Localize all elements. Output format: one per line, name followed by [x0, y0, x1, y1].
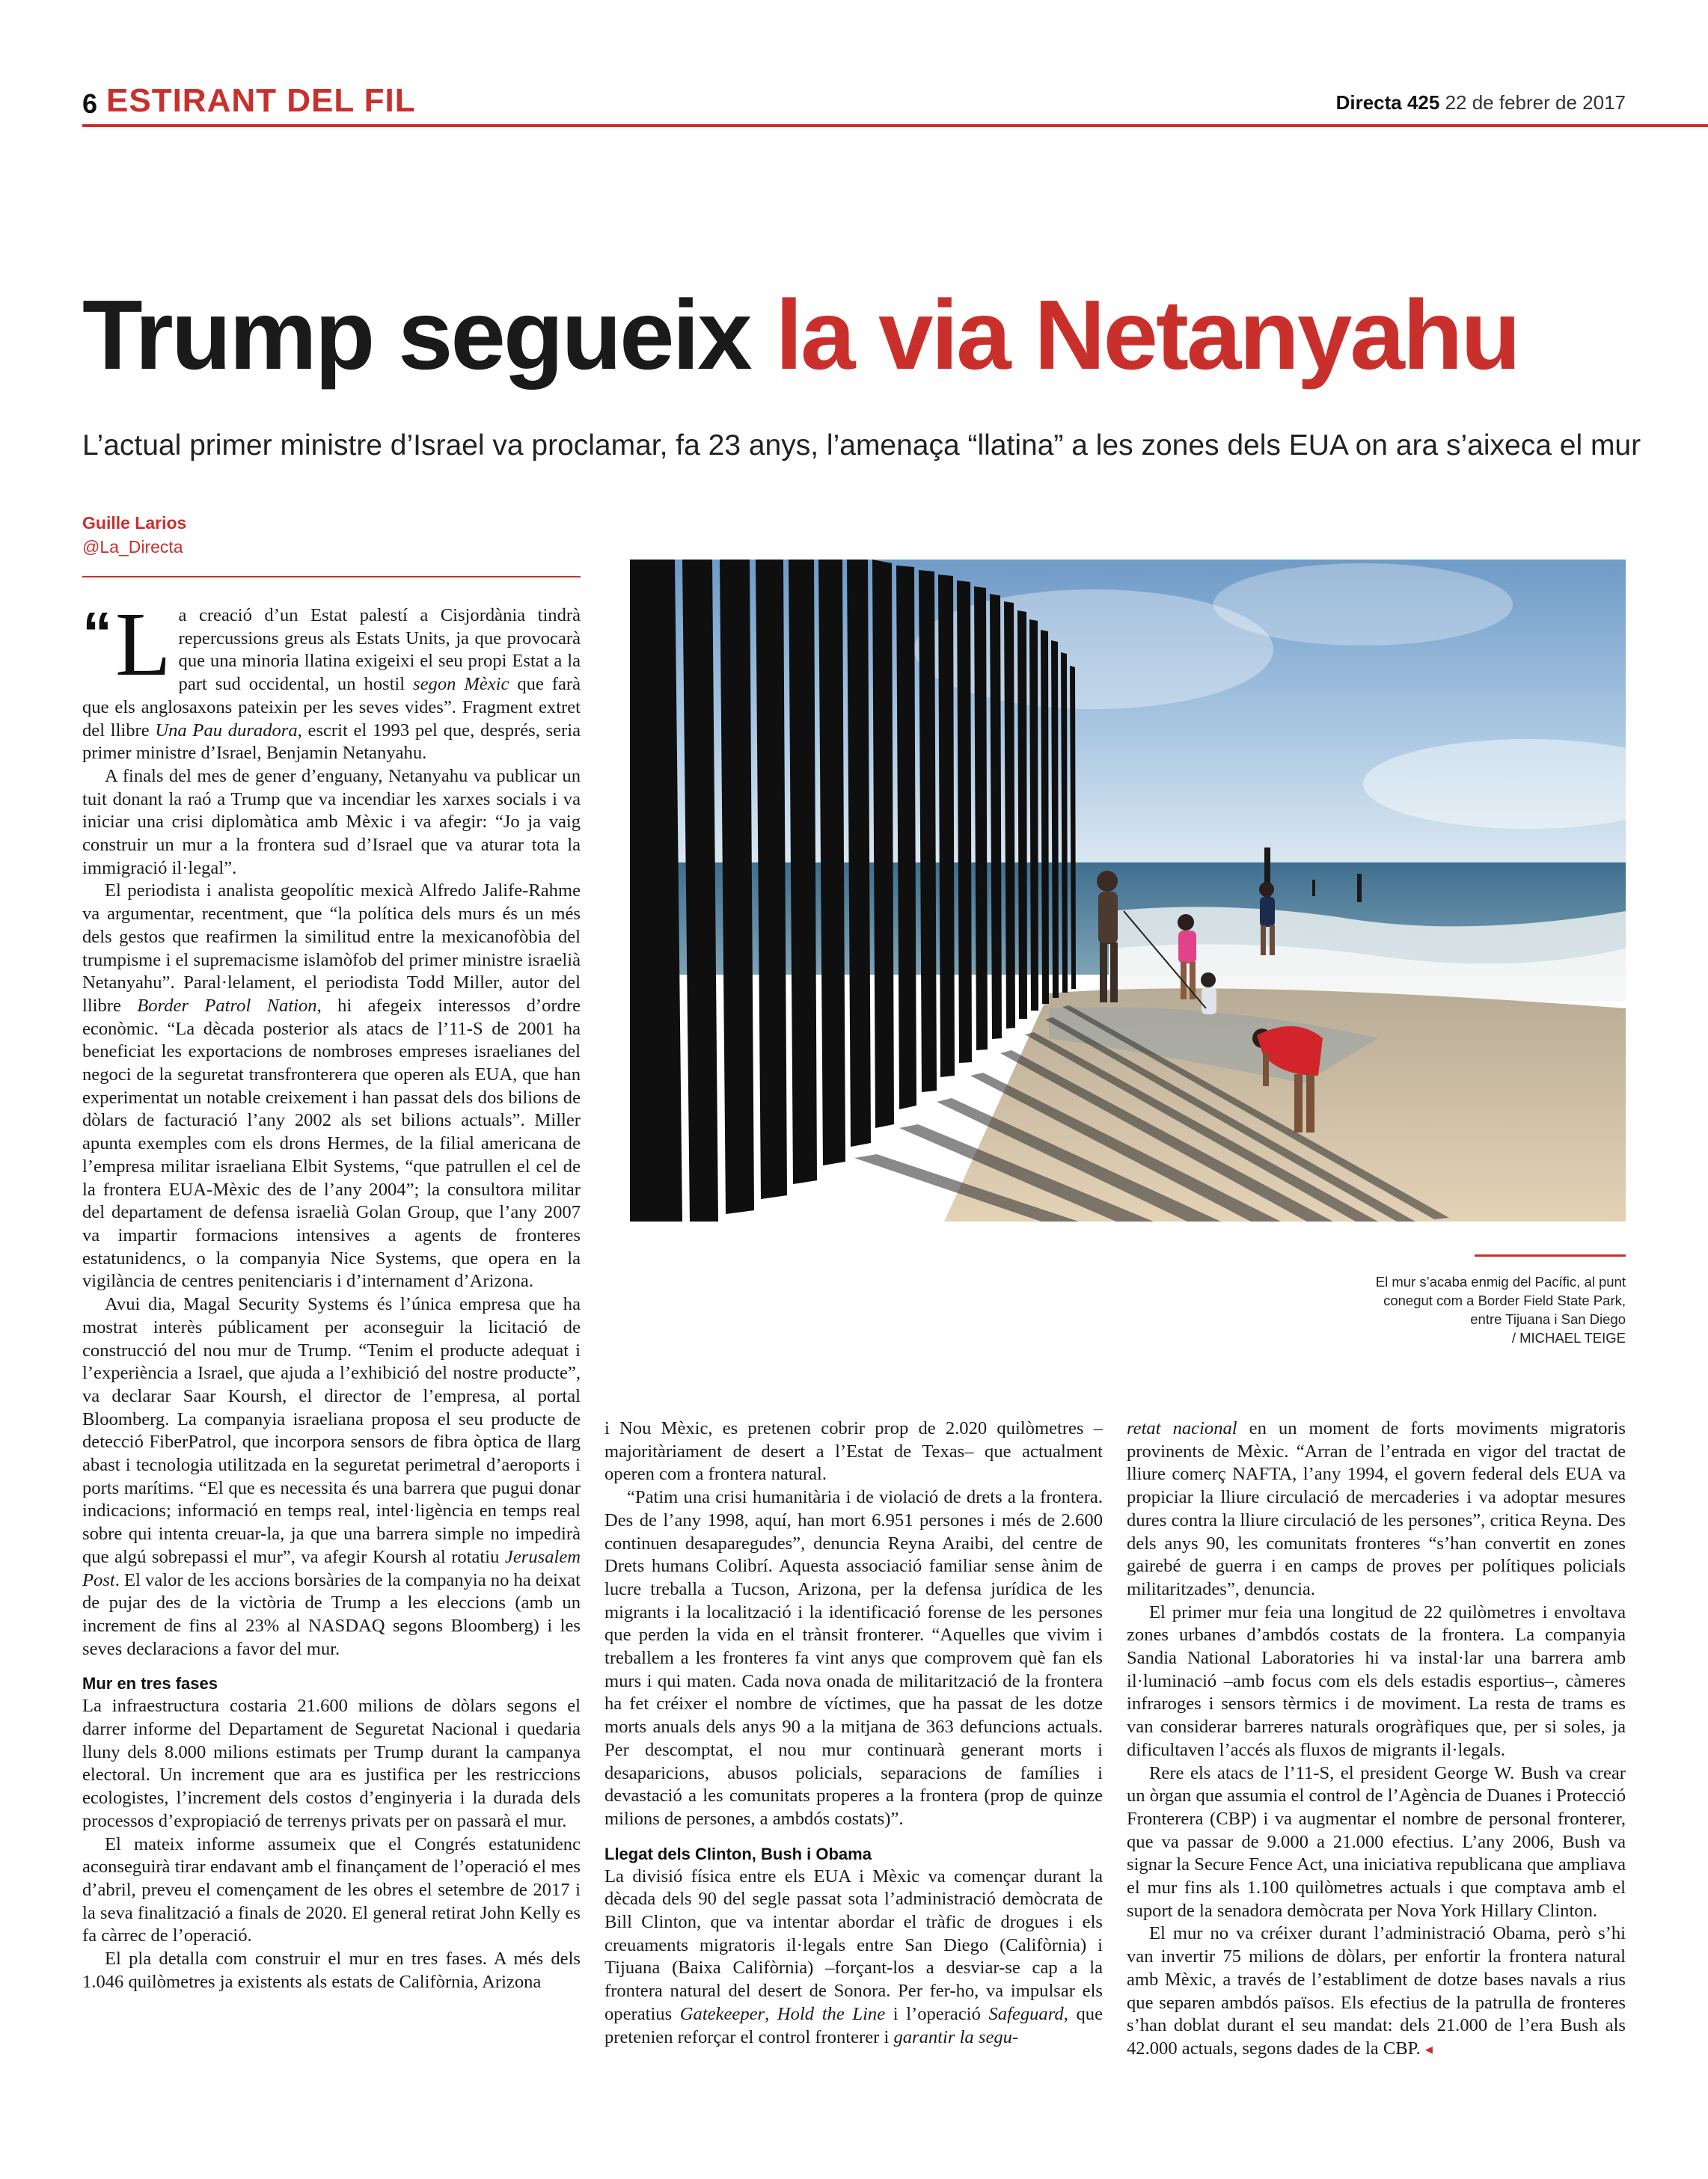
byline-rule [82, 576, 581, 577]
caption-text: El mur s’acaba enmig del Pacífic, al punt conegut com a Border Field State Park, entre Tijuana i San Diego [1375, 1274, 1626, 1327]
paragraph: La divisió física entre els EUA i Mèxic va començar durant la dècada dels 90 del segle passat sota l’administració demòcrata de Bill Clinton, que va intentar abordar el tràfic de drogues i els creuaments migratoris il·legals entre San Diego (Califòrnia) i Tijuana (Baixa Califòrnia) –forçant-los a desviar-se cap a la frontera natural del desert de Sonora. Per fer-ho, va impulsar els operatius Gatekeeper, Hold the Line i l’operació Safeguard, que pretenien reforçar el control fronterer i garantir la segu- [604, 1866, 1103, 2047]
headline-part-2: la via Netanyahu [775, 280, 1519, 390]
paragraph: Rere els atacs de l’11-S, el president George W. Bush va crear un òrgan que assumia el control de l’Agència de Duanes i Protecció Fronterera (CBP) i va augmentar el nombre de personal fronterer, que va passar de 9.000 a 21.000 efectius. L’any 2006, Bush va signar la Secure Fence Act, una iniciativa republicana que ampliava el mur fins als 1.100 quilòmetres actuals i que comptava amb el suport de la senadora demòcrata per Nova York Hillary Clinton. [1127, 1762, 1626, 1921]
paragraph: retat nacional en un moment de forts moviments migratoris provinents de Mèxic. “Arran de l’entrada en vigor del tractat de lliure comerç NAFTA, l’any 1994, el govern federal dels EUA va propiciar la lliure circulació de mercaderies i va adoptar mesures dures contra la lliure circulació de les persones”, critica Reyna. Des dels anys 90, les comunitats fronteres “s’han convertit en zones gairebé de guerra i en camps de proves per polítiques policials militaritzades”, denuncia. [1127, 1418, 1626, 1599]
photo-caption [1374, 1272, 1626, 1347]
paragraph: El mur no va créixer durant l’administració Obama, però s’hi van invertir 75 milions de dòlars, per enfortir la frontera natural amb Mèxic, a través de l’establiment de dotze bases navals a rius que separen ambdós països. Els efectius de la patrulla de fronteres s’han doblat durant el seu mandat: dels 21.000 de l’era Bush als 42.000 actuals, segons dades de la CBP. ◂ [1127, 1923, 1626, 2059]
paragraph: El primer mur feia una longitud de 22 quilòmetres i envoltava zones urbanes d’ambdós costats de la frontera. La companyia Sandia National Laboratories hi va instal·lar una barrera amb il·luminació –amb focus com els dels estadis esportius–, càmeres infraroges i sensors tèrmics i de moviment. La resta de trams es van considerar barreres naturals orogràfiques que, per si soles, ja dificultaven l’accés als fluxos de migrants il·legals. [1127, 1602, 1626, 1760]
issue-date: 22 de febrer de 2017 [1445, 91, 1626, 114]
triangle-left-icon: ◂ [1424, 2041, 1433, 2058]
photo-credit: / MICHAEL TEIGE [1511, 1330, 1626, 1346]
paragraph: El pla detalla com construir el mur en tres fases. A més dels 1.046 quilòmetres ja existents als estats de Califòrnia, Arizona [82, 1949, 581, 1992]
author-name: Guille Larios [82, 513, 187, 533]
paragraph: i Nou Mèxic, es pretenen cobrir prop de 2.020 quilòmetres –majoritàriament de desert a l’Estat de Texas– que actualment operen com a frontera natural. [604, 1418, 1103, 1485]
publication-name: Directa 425 [1335, 91, 1440, 114]
paragraph: El periodista i analista geopolític mexicà Alfredo Jalife-Rahme va argumentar, recentment, que “la política dels murs és un més dels gestos que reafirmen la similitud entre la mexicanofòbia del trumpisme i el supremacisme islamòfob del primer ministre israelià Netanyahu”. Paral·lelament, el periodista Todd Miller, autor del llibre Border Patrol Nation, hi afegeix interessos d’ordre econòmic. “La dècada posterior als atacs de l’11-S de 2001 ha beneficiat les exportacions de nombroses empreses israelianes del negoci de la seguretat transfronterera que operen als EUA, que han experimentat un notable creixement i han passat dels dos bilions de dòlars de facturació l’any 2002 als set bilions actuals”. Miller apunta exemples com els drons Hermes, de la filial americana de l’empresa militar israeliana Elbit Systems, “que patrullen el cel de la frontera EUA-Mèxic des de l’any 2004”; la consultora militar del departament de defensa israelià Golan Group, que l’any 2007 va impartir formacions intensives a agents de fronteres estatunidencs, o la companyia Nice Systems, que opera en la vigilància de centres penitenciaris i d’internament d’Arizona. [82, 880, 581, 1292]
border-wall-photo [630, 560, 1626, 1222]
issue-info [1336, 91, 1626, 114]
subheading: Mur en tres fases [82, 1674, 218, 1694]
headline [82, 280, 1519, 390]
subheadline: L’actual primer ministre d’Israel va proclamar, fa 23 anys, l’amenaça “llatina” a les zones dels EUA on ara s’aixeca el mur [82, 429, 1641, 462]
header-rule [82, 124, 1708, 127]
article-column-3 [1127, 1418, 1626, 2062]
paragraph: El mateix informe assumeix que el Congrés estatunidenc aconseguirà tirar endavant amb el finançament de l’operació el mes d’abril, preveu el començament de les obres el setembre de 2017 i la seva finalització a finals de 2020. El general retirat John Kelly es fa càrrec de l’operació. [82, 1833, 581, 1946]
drop-cap: L [115, 594, 171, 695]
author-handle: @La_Directa [82, 537, 183, 557]
paragraph: A finals del mes de gener d’enguany, Netanyahu va publicar un tuit donant la raó a Trump que va incendiar les xarxes socials i va iniciar una crisi diplomàtica amb Mèxic i va afegir: “Jo ja vaig construir un mur a la frontera sud d’Israel que va aturar tota la immigració il·legal”. [82, 765, 581, 878]
paragraph: “ L a creació d’un Estat palestí a Cisjordània tindrà repercussions greus als Estats Units, ja que provocarà que una minoria llatina exigeixi el seu propi Estat a la part sud occidental, un hostil segon Mèxic que farà que els anglosaxons pateixin per les seves vides”. Fragment extret del llibre Una Pau duradora, escrit el 1993 pel que, després, seria primer ministre d’Israel, Benjamin Netanyahu. [82, 594, 581, 764]
page-number: 6 [82, 88, 98, 119]
paragraph: “Patim una crisi humanitària i de violació de drets a la frontera. Des de l’any 1998, aquí, han mort 6.951 persones i més de 2.600 continuen desaparegudes”, denuncia Reyna Araibi, del centre de Drets humans Colibrí. Aquesta associació familiar sense ànim de lucre treballa a Tucson, Arizona, per la defensa jurídica de les migrants i la localització i la identificació forense de les persones que perden la vida en el trànsit fronterer. “Aquelles que vivim i treballem a les fronteres fa vint anys que comprovem què fan els murs i qui maten. Cada nova onada de militarització de la frontera ha fet créixer el nombre de víctimes, que ha passat de les dotze morts anuals dels anys 90 a la mitjana de 363 defuncions actuals. Per descomptat, el nou mur continuarà generant morts i desaparicions, abusos policials, separacions de famílies i devastació a les comunitats properes a la frontera (prop de quinze milions de persones, a ambdós costats)”. [604, 1487, 1103, 1829]
subheading: Llegat dels Clinton, Bush i Obama [604, 1844, 872, 1863]
headline-part-1: Trump segueix [82, 280, 750, 390]
caption-rule [1475, 1254, 1626, 1257]
paragraph: Avui dia, Magal Security Systems és l’única empresa que ha mostrat interès públicament per aconseguir la licitació de construcció del nou mur de Trump. “Tenim el producte adequat i l’experiència a Israel, que ajuda a l’exhibició del nostre producte”, va declarar Saar Koursh, el director de l’empresa, al portal Bloomberg. La companyia israeliana proposa el seu producte de detecció FiberPatrol, que incorpora sensors de fibra òptica de llarg abast i tecnologia utilitzada en la seguretat perimetral d’aeroports i ports marítims. “El que es necessita és una barrera que pugui donar indicacions; informació en temps real, intel·ligència en temps real sobre qui intenta creuar-la, ja que una barrera simple no impedirà que algú sobrepassi el mur”, va afegir Koursh al rotatiu Jerusalem Post. El valor de les accions borsàries de la companyia no ha deixat de pujar des de la victòria de Trump a les eleccions (amb un increment de fins al 23% al NASDAQ segons Bloomberg) i les seves declaracions a favor del mur. [82, 1294, 581, 1659]
article-column-2 [604, 1418, 1103, 2049]
section-title: ESTIRANT DEL FIL [106, 82, 416, 119]
article-column-1 [82, 594, 581, 1993]
opening-quote-mark: “ [82, 600, 112, 666]
paragraph: La infraestructura costaria 21.600 milions de dòlars segons el darrer informe del Departament de Seguretat Nacional i quedaria lluny dels 8.000 milions estimats per Trump durant la campanya electoral. Un increment que ara es justifica per les restriccions ecologistes, l’increment dels costos d’enginyeria i la durada dels processos d’expropiació de terrenys privats per on passarà el mur. [82, 1696, 581, 1831]
